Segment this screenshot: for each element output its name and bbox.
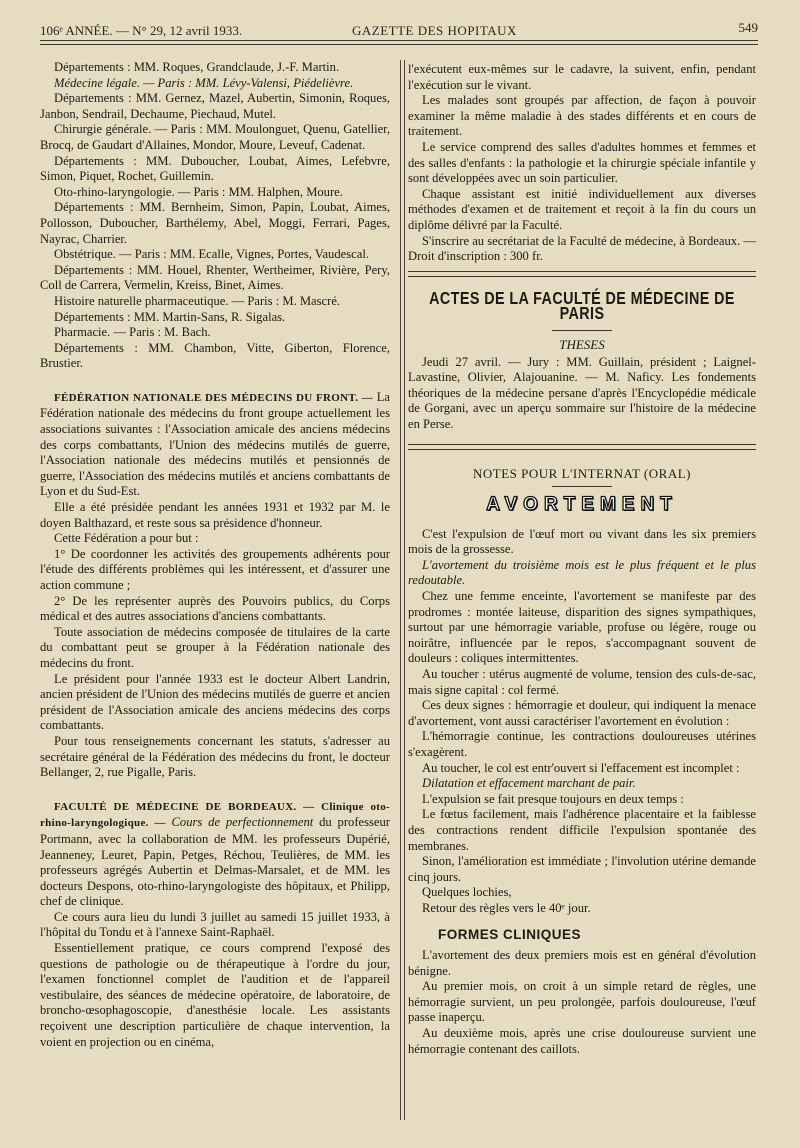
bordeaux-course-title: Cours de perfectionnement xyxy=(171,815,314,830)
paragraph: Départements : MM. Roques, Grandclaude, J.-F. Martin. xyxy=(54,60,340,74)
column-divider xyxy=(400,60,405,1120)
paragraph: Au toucher, le col est entr'ouvert si l'effacement est incomplet : xyxy=(422,760,740,775)
paragraph: Départements : MM. Chambon, Vitte, Giberton, Florence, Brustier. xyxy=(40,340,390,371)
paragraph: Ce cours aura lieu du lundi 3 juillet au samedi 15 juillet 1933, à l'hôpital du Tondu et à l'annexe Saint-Raphaël. xyxy=(40,909,390,940)
paragraph: Toute association de médecins composée de titulaires de la carte du combattant peut se grouper à la Fédération nationale des médecins du front. xyxy=(40,624,390,670)
paragraph: Départements : MM. Martin-Sans, R. Sigalas. xyxy=(54,309,286,324)
federation-body: La Fédération nationale des médecins du front groupe actuellement les associations suivantes : l'Association amicale des anciens médecins des corps combattants, l'Union des médecins mutilés de guerre, l'Association nationale des médecins mutilés et pensionnés de guerre, l'Association des médecins mutilés et anciens combattants de Lyon et du Sud-Est. xyxy=(40,389,390,499)
paragraph: Elle a été présidée pendant les années 1931 et 1932 par M. le doyen Balthazard, et reste sous sa présidence d'honneur. xyxy=(40,500,390,530)
page-header xyxy=(40,20,758,40)
formes-heading: FORMES CLINIQUES xyxy=(438,926,582,942)
paragraph: Dilatation et effacement marchant de pair. xyxy=(422,776,636,791)
paragraph: Histoire naturelle pharmaceutique. — Paris : M. Mascré. xyxy=(54,293,341,308)
bordeaux-section xyxy=(40,799,390,910)
paragraph: Oto-rhino-laryngologie. — Paris : MM. Halphen, Moure. xyxy=(54,184,343,199)
paragraph: Au toucher : utérus augmenté de volume, tension des culs-de-sac, mais signe capital : col fermé. xyxy=(408,667,756,697)
actes-heading: ACTES DE LA FACULTÉ DE MÉDECINE DE PARIS xyxy=(429,287,735,324)
paragraph: Pour tous renseignements concernant les statuts, s'adresser au secrétaire général de la Fédération des médecins du front, le docteur Bellanger, 2, rue Pigalle, Paris. xyxy=(40,733,390,780)
paragraph: Le président pour l'année 1933 est le docteur Albert Landrin, ancien président de l'Union des médecins mutilés de guerre et ancien président de l'Association amicale des anciens médecins des corps combattants. xyxy=(40,671,390,733)
paragraph: C'est l'expulsion de l'œuf mort ou vivant dans les six premiers mois de la grossesse. xyxy=(408,526,756,557)
left-column xyxy=(40,60,390,1050)
paragraph: 2° De les représenter auprès des Pouvoirs publics, du Corps médical et des autres associations d'anciens combattants. xyxy=(40,593,390,624)
paragraph: Essentiellement pratique, ce cours comprend l'exposé des questions de pathologie ou de thérapeutique à l'ordre du jour, l'examen fonctionnel complet de l'audition et de l'appareil vestibulaire, des séances de médecine opératoire, de laboratoire, de broncho-œsophagoscopie, d'anesthésie locale. Les assistants reçoivent une description particulière de chaque intervention, la voient en projection ou en cinéma, xyxy=(40,941,390,1049)
paragraph: Quelques lochies, xyxy=(422,885,512,900)
paragraph: Pharmacie. — Paris : M. Bach. xyxy=(54,325,211,340)
federation-heading: FÉDÉRATION NATIONALE DES MÉDECINS DU FRONT. — xyxy=(54,391,374,404)
paragraph: Retour des règles vers le 40ᵉ jour. xyxy=(422,900,591,915)
issue-info: 106ᵉ ANNÉE. — N° 29, 12 avril 1933. xyxy=(40,23,243,38)
paragraph: Sinon, l'amélioration est immédiate ; l'involution utérine demande cinq jours. xyxy=(408,854,756,884)
paragraph: 1° De coordonner les activités des groupements adhérents pour l'étude des différents problèmes qui les intéressent, et d'assurer une action commune ; xyxy=(40,546,390,592)
section-rule xyxy=(408,271,756,277)
paragraph: Cette Fédération a pour but : xyxy=(54,531,199,546)
paragraph: Chirurgie générale. — Paris : MM. Moulonguet, Quenu, Gatellier, Brocq, de Gaudart d'Allaines, Mondor, Moure, Leveuf, Cadenat. xyxy=(40,122,390,152)
paragraph: Chaque assistant est initié individuellement aux diverses méthodes d'examen et de traitement et reçoit à la fin du cours un diplôme délivré par la Faculté. xyxy=(408,186,756,232)
paragraph: Au deuxième mois, après une crise douloureuse survient une hémorragie contenant des caillots. xyxy=(408,1026,756,1056)
short-rule xyxy=(552,486,612,487)
bordeaux-body: du professeur Portmann, avec la collaboration de MM. les professeurs Dupérié, Jeanneney, Leuret, Papin, Petges, Réchou, Teulières, de MM. les professeurs agrégés Aubertin et Delmas-Marsalet, et de MM. les docteurs Despons, oto-rhino-laryngologiste des hôpitaux, et Philipp, chef de clinique. xyxy=(40,815,390,909)
bordeaux-heading: FACULTÉ DE MÉDECINE DE BORDEAUX. — Clinique oto-rhino-laryngologique. — xyxy=(40,800,390,830)
right-column xyxy=(408,62,756,1057)
paragraph: L'hémorragie continue, les contractions douloureuses utérines s'exagèrent. xyxy=(408,729,756,759)
federation-section xyxy=(40,390,390,500)
paragraph: L'avortement du troisième mois est le plus fréquent et le plus redoutable. xyxy=(408,557,756,588)
theses-heading: THESES xyxy=(559,336,605,352)
paragraph: Médecine légale. — Paris : MM. Lévy-Valensi, Piédelièvre. xyxy=(54,75,354,90)
paragraph: Ces deux signes : hémorragie et douleur, qui indiquent la menace d'avortement, vont aussi caractériser l'avortement en évolution : xyxy=(408,698,756,728)
paragraph: Le fœtus facilement, mais l'adhérence placentaire et la faiblesse des contractions rendent difficile l'expulsion spontanée des membranes. xyxy=(408,807,756,853)
paragraph: Le service comprend des salles d'adultes hommes et femmes et des salles d'enfants : la pathologie et la chirurgie spéciale infantile y sont développées avec un soin particulier. xyxy=(408,139,756,186)
these-paragraph: Jeudi 27 avril. — Jury : MM. Guillain, président ; Laignel-Lavastine, Olivier, Alajouanine. — M. Naficy. Les fondements théoriques de la médecine persane d'après l'Encyclopédie médicale de Gorgani, avec un aperçu sommaire sur l'histoire de la médecine en Perse. xyxy=(408,354,756,431)
paragraph: L'expulsion se fait presque toujours en deux temps : xyxy=(422,791,684,806)
paragraph: Départements : MM. Houel, Rhenter, Wertheimer, Rivière, Pery, Coll de Carrera, Vermelin, Kreiss, Binet, Aimes. xyxy=(40,262,390,293)
paragraph: Les malades sont groupés par affection, de façon à pouvoir examiner la même maladie à des stades différents et en cours de traitement. xyxy=(408,93,756,139)
page-number: 549 xyxy=(738,20,758,35)
paragraph: Départements : MM. Gernez, Mazel, Aubertin, Simonin, Roques, Janbon, Sendrail, Dechaume, Piechaud, Mutel. xyxy=(40,91,390,121)
notes-heading: NOTES POUR L'INTERNAT (ORAL) xyxy=(473,466,691,482)
paragraph: S'inscrire au secrétariat de la Faculté de médecine, à Bordeaux. — Droit d'inscription : 300 fr. xyxy=(408,233,756,264)
paragraph: Obstétrique. — Paris : MM. Ecalle, Vignes, Portes, Vaudescal. xyxy=(54,247,369,262)
section-rule xyxy=(408,444,756,450)
journal-title: GAZETTE DES HOPITAUX xyxy=(352,23,517,38)
paragraph: Départements : MM. Bernheim, Simon, Papin, Loubat, Aimes, Pollosson, Duboucher, Barthélemy, Abel, Moggi, Ferrari, Pages, Nayrac, Charrier. xyxy=(40,200,390,246)
short-rule xyxy=(552,330,612,331)
paragraph: Au premier mois, on croit à un simple retard de règles, une hémorragie survient, un peu prolongée, parfois douloureuse, l'œuf passe inaperçu. xyxy=(408,979,756,1025)
avortement-title: AVORTEMENT xyxy=(486,494,678,516)
paragraph: Départements : MM. Duboucher, Loubat, Aimes, Lefebvre, Simon, Piquet, Rochet, Guillemin. xyxy=(40,153,390,184)
paragraph: L'avortement des deux premiers mois est en général d'évolution bénigne. xyxy=(408,948,756,978)
paragraph: Chez une femme enceinte, l'avortement se manifeste par des prodromes : montée laiteuse, disparition des signes sympathiques, surtout par une hémorragie variable, profuse ou légère, rouge ou noirâtre, influencée par le repos, s'accompagnant souvent de douleurs : coliques intermittentes. xyxy=(408,589,756,666)
paragraph: l'exécutent eux-mêmes sur le cadavre, la suivent, enfin, pendant l'exécution sur le vivant. xyxy=(408,62,756,92)
header-rule xyxy=(40,40,758,45)
